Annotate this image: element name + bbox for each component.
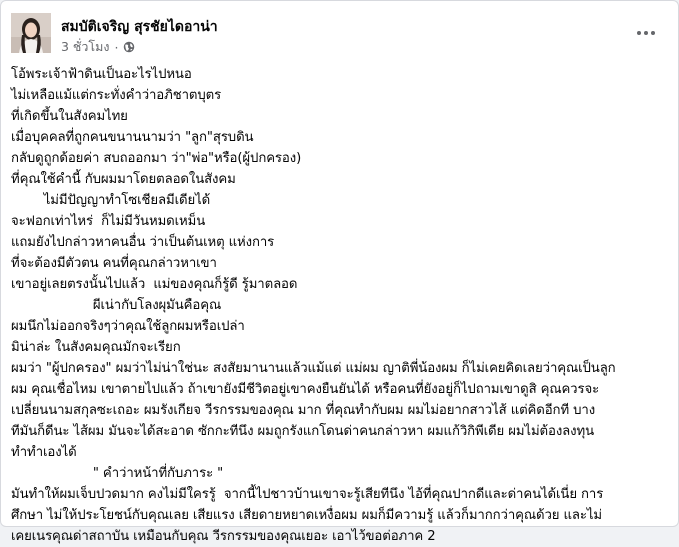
post-text-line: มิน่าล่ะ ในสังคมคุณมักจะเรียก: [11, 340, 181, 355]
post-text-line: ผมนึกไม่ออกจริงๆว่าคุณใช้ลูกผมหรือเปล่า: [11, 319, 245, 334]
post-text-line: เคยเนรคุณด่าสถาบัน เหมือนกับคุณ วีรกรรมของคุณเยอะ เอาไว้ขอต่อภาค 2: [11, 529, 436, 544]
post-text-line: " คำว่าหน้าที่กับภาระ ": [11, 466, 224, 481]
post-text-line: ผม คุณเชื่อไหม เขาตายไปแล้ว ถ้าเขายังมีชีวิตอยู่เขาคงยืนยันได้ หรือคนที่ยังอยู่ก็ไปถามเขาดูสิ คุณควรจะ: [11, 382, 600, 397]
post-text-line: ที่จะต้องมีตัวตน คนที่คุณกล่าวหาเขา: [11, 256, 217, 271]
post-header: [11, 13, 668, 57]
post-text-line: ที่คุณใช้คำนี้ กับผมมาโดยตลอดในสังคม: [11, 172, 236, 187]
post-text-line: เขาอยู่เลยตรงนั้นไปแล้ว แม่ของคุณก็รู้ดี รู้มาตลอด: [11, 277, 298, 292]
post-text-line: แถมยังไปกล่าวหาคนอื่น ว่าเป็นต้นเหตุ แห่งการ: [11, 235, 275, 250]
author-name[interactable]: สมบัติเจริญ สุรชัยไดอาน่า: [61, 19, 218, 35]
post-text-line: ผีเน่ากับโลงผุมันคือคุณ: [11, 298, 222, 313]
post-text-line: กลับดูถูกด้อยค่า สบถออกมา ว่า"พ่อ"หรือ(ผู้ปกครอง): [11, 151, 302, 166]
post-text-line: จะฟอกเท่าไหร่ ก็ไม่มีวันหมดเหม็น: [11, 214, 206, 229]
more-options-button[interactable]: [632, 19, 660, 47]
more-options-icon: [636, 30, 656, 36]
post-text-line: ผมว่า "ผู้ปกครอง" ผมว่าไม่น่าใช่นะ สงสัยมานานแล้วแม้แต่ แม่ผม ญาติพี่น้องผม ก็ไม่เคยคิดเลยว่าคุณเป็นลูก: [11, 361, 616, 376]
post-text-line: ที่เกิดขึ้นในสังคมไทย: [11, 109, 128, 124]
post-text-line: ทำทำเองได้: [11, 445, 77, 460]
post-text-line: โอ้พระเจ้าฟ้าดินเป็นอะไรไปหนอ: [11, 67, 192, 82]
post-text-line: เมื่อบุคคลที่ถูกคนขนานนามว่า "ลูก"สุรบดิน: [11, 130, 254, 145]
post-body: [11, 64, 671, 547]
post-text-line: ทีมันก็ดีนะ ไส้ผม มันจะได้สะอาด ซักกะทีนึง ผมถูกรังแกโดนด่าคนกล่าวหา ผมแก้วิกิพีเดีย ผมไม่ต้องลงทุน: [11, 424, 595, 439]
avatar-image: [11, 13, 51, 53]
meta-separator: ·: [114, 39, 119, 55]
post-text-line: ไม่มีปัญญาทำโซเชียลมีเดียได้: [11, 193, 211, 208]
post-text-line: ศึกษา ไม่ให้ประโยชน์กับคุณเลย เสียแรง เสียดายหยาดเหงื่อผม ผมก็มีความรู้ แล้วก็มากกว่าคุณด้วย และไม่: [11, 508, 602, 523]
post-text-line: เปลี่ยนนามสกุลซะเถอะ ผมรังเกียจ วีรกรรมของคุณ มาก ที่คุณทำกับผม ผมไม่อยากสาวไส้ แต่คิดอีกที บาง: [11, 403, 596, 418]
post-meta: [61, 37, 135, 57]
post-text-line: ไม่เหลือแม้แต่กระทั่งคำว่าอภิชาตบุตร: [11, 88, 222, 103]
post-time[interactable]: 3 ชั่วโมง: [61, 39, 110, 54]
post-text-line: มันทำให้ผมเจ็บปวดมาก คงไม่มีใครรู้ จากนี้ไปชาวบ้านเขาจะรู้เสียทีนึง ไอ้ที่คุณปากดีและด่าคนได้เนี่ย การ: [11, 487, 604, 502]
globe-icon: [123, 41, 135, 53]
avatar[interactable]: [11, 13, 51, 53]
